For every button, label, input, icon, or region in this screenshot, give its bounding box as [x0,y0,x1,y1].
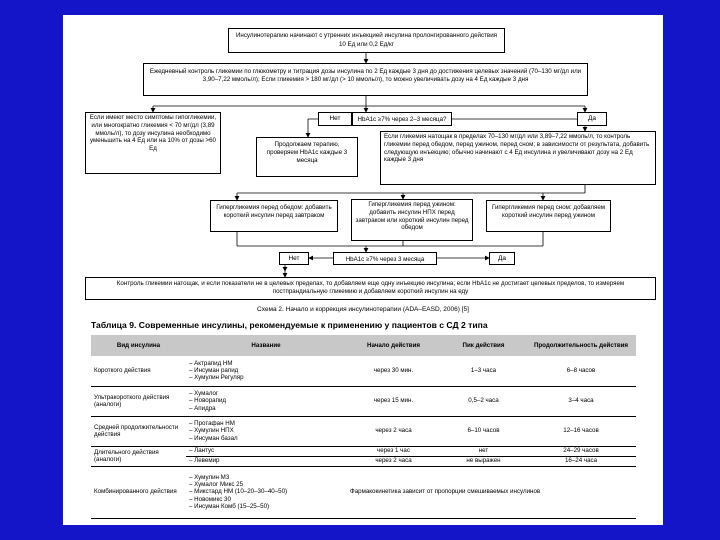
insulin-names: – Хумалог – Новорапид – Апидра [186,386,346,416]
duration: 24–29 часов [526,446,636,456]
combined-note: Фармакокинетика зависит от пропорции смешиваемых инсулинов [346,466,636,518]
table-row [91,466,636,518]
hypoglycemia-box: Если имеют место симптомы гипогликемии, или многократно гликемия < 70 мг/дл (3,89 ммоль/л), то дозу инсулина необходимо уменьшить на 4 Ед или на 10% от дозы >60 Ед [85,112,221,174]
duration: 16–24 часа [526,456,636,466]
peak: 6–10 часов [441,416,526,446]
table-header-row [91,335,636,356]
start-box: Инсулинотерапию начинают с утренних инъекцией инсулина пролонгированного действия 10 Ед или 0,2 Ед/кг [228,28,505,53]
onset: через 2 часа [346,416,441,446]
table-row [91,446,636,456]
table-row [91,416,636,446]
onset: через 2 часа [346,456,441,466]
column-header: Название [186,335,346,356]
peak: нет [441,446,526,456]
insulin-type: Короткого действия [91,356,186,386]
titration-box: Ежедневный контроль гликемии по глюкометру и титрация дозы инсулина по 2 Ед каждые 3 дня до достижения целевых значений (70–130 мг/дл или 3,90–7,22 ммоль/л); Если гликемия > 180 мг/дл (> 10 ммоль/л), то можно увеличивать дозу на 4 Ед каждые 3 дня [143,63,588,96]
yes-label-2: Да [489,252,515,265]
duration: 3–4 часа [526,386,636,416]
yes-label: Да [577,112,607,126]
table-row [91,386,636,416]
insulin-names: – Протафан НМ – Хумулин НПХ – Инсуман базал [186,416,346,446]
hba1c-question-box: HbA1c ≥7% через 2–3 месяца? [352,112,452,126]
onset: через 1 час [346,446,441,456]
insulin-table [91,335,636,519]
column-header: Начало действия [346,335,441,356]
insulin-type: Комбинированного действия [91,466,186,518]
column-header: Продолжительность действия [526,335,636,356]
insulin-names: – Лантус [186,446,346,456]
insulin-names: – Хумулин М3 – Хумалог Микс 25 – Микстард НМ (10–20–30–40–50) – Новомикс 30 – Инсуман Комб (15–25–50) [186,466,346,518]
peak: не выражен [441,456,526,466]
column-header: Пик действия [441,335,526,356]
insulin-names: – Левемир [186,456,346,466]
hba1c-question-box-2: HbA1c ≥7% через 3 месяца [333,252,437,265]
no-label-2: Нет [279,252,309,265]
column-header: Вид инсулина [91,335,186,356]
table-row [91,356,636,386]
no-label: Нет [318,112,352,126]
continue-therapy-box: Продолжаем терапию, проверяем HbA1c каждые 3 месяца [256,137,358,177]
bedtime-box: Гипергликемия перед сном: добавляем короткий инсулин перед ужином [486,200,611,232]
prelunch-box: Гипергликемия перед обедом: добавить короткий инсулин перед завтраком [210,200,338,232]
fasting-glucose-box: Если гликемия натощак в пределах 70–130 мг/дл или 3,89–7,22 ммоль/л, то контроль гликемии перед обедом, перед ужином, перед сном; в зависимости от результата, добавить следующую инъекцию; обычно начинают с 4 Ед инсулина и увеличивают дозу на 2 Ед каждые 3 дня [380,131,656,185]
insulin-type: Длительного действия (аналоги) [91,446,186,466]
insulin-type: Средней продолжительности действия [91,416,186,446]
onset: через 30 мин. [346,356,441,386]
insulin-type: Ультракороткого действия (аналоги) [91,386,186,416]
table-title: Таблица 9. Современные инсулины, рекомендуемые к применению у пациентов с СД 2 типа [91,320,488,330]
predinner-box: Гипергликемия перед ужином: добавить инсулин НПХ перед завтраком или короткий инсулин перед обедом [351,199,473,241]
peak: 1–3 часа [441,356,526,386]
peak: 0,5–2 часа [441,386,526,416]
final-box: Контроль гликемии натощак, и если показатели не в целевых пределах, то добавляем еще одну инъекцию инсулина; если HbA1c не достигает целевых пределов, то измеряем постпрандиальную гликемию и добавляем короткий инсулин на еду [85,277,656,300]
onset: через 15 мин. [346,386,441,416]
insulin-names: – Актрапид НМ – Инсуман рапид – Хумулин Регуляр [186,356,346,386]
document-page [63,15,663,525]
duration: 12–16 часов [526,416,636,446]
figure-caption: Схема 2. Начало и коррекция инсулинотерапии (ADA–EASD, 2006) [5] [257,306,469,313]
duration: 6–8 часов [526,356,636,386]
